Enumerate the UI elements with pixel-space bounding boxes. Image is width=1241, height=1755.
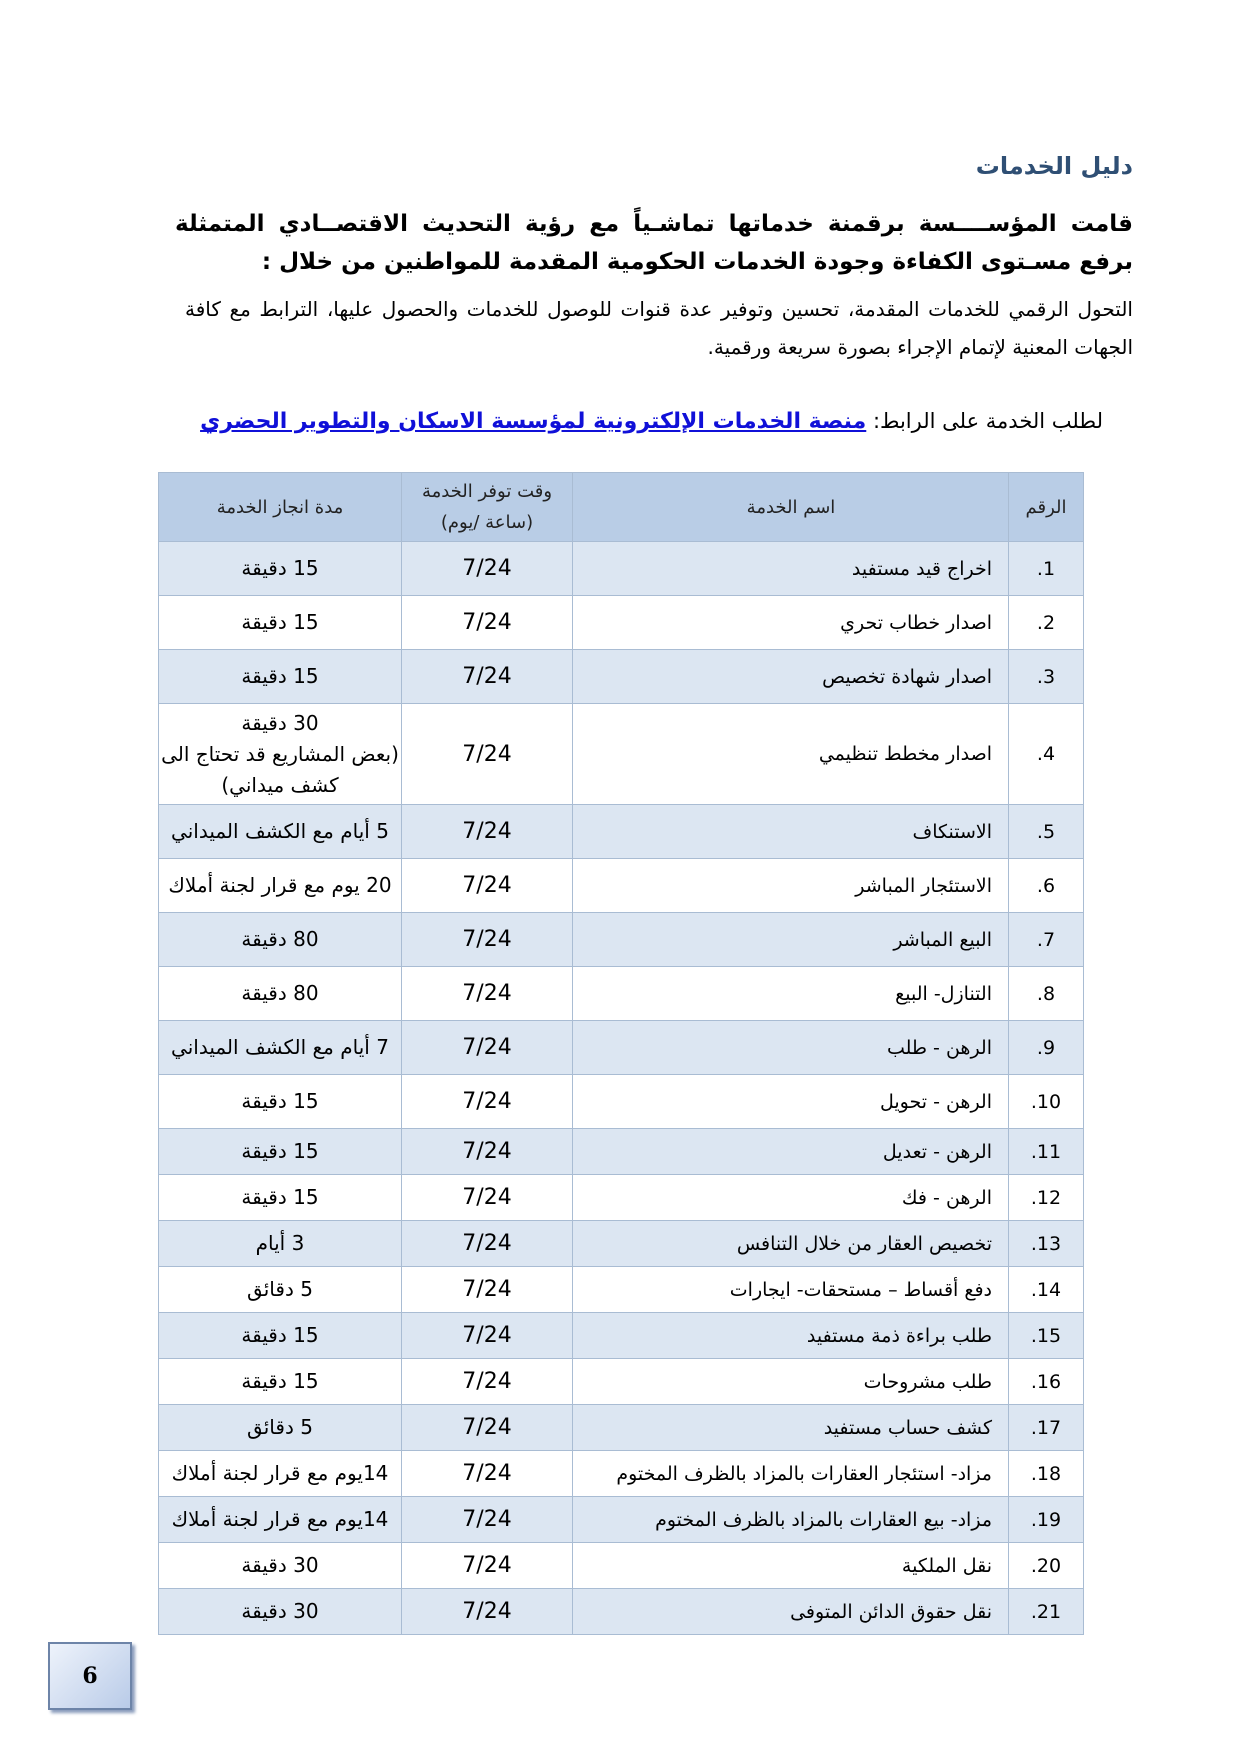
cell-availability-text: 7/24	[462, 819, 512, 844]
table-row	[159, 805, 1084, 859]
cell-availability-text: 7/24	[462, 1139, 512, 1164]
table-row	[159, 1129, 1084, 1175]
services-table	[158, 472, 1084, 1635]
cell-duration-note: كشف ميداني)	[221, 772, 339, 797]
cell-availability-text: 7/24	[462, 1277, 512, 1302]
cell-num	[1009, 967, 1084, 1021]
cell-num-text: 3.	[1036, 665, 1056, 688]
cell-duration-text: 15 دقيقة	[241, 1089, 319, 1113]
cell-duration-note: (بعض المشاريع قد تحتاج الى	[161, 741, 399, 766]
table-row	[159, 967, 1084, 1021]
cell-service-name	[573, 1129, 1009, 1175]
cell-num-text: 15.	[1030, 1324, 1062, 1347]
cell-duration	[159, 1313, 402, 1359]
cell-service-name	[573, 1589, 1009, 1635]
cell-num	[1009, 650, 1084, 704]
cell-duration-text: 15 دقيقة	[241, 1369, 319, 1393]
cell-duration	[159, 1589, 402, 1635]
cell-num-text: 18.	[1030, 1462, 1062, 1485]
cell-availability	[402, 1543, 573, 1589]
cell-availability-text: 7/24	[462, 981, 512, 1006]
cell-service-name	[573, 1405, 1009, 1451]
table-row	[159, 596, 1084, 650]
cell-duration	[159, 1075, 402, 1129]
table-row	[159, 1267, 1084, 1313]
header-availability	[402, 473, 573, 542]
cell-duration-text: 14يوم مع قرار لجنة أملاك	[171, 1507, 389, 1531]
table-row	[159, 1405, 1084, 1451]
cell-availability	[402, 542, 573, 596]
cell-num-text: 11.	[1030, 1140, 1062, 1163]
cell-service-name	[573, 1021, 1009, 1075]
cell-num-text: 1.	[1036, 557, 1056, 580]
cell-service-name-text: اصدار خطاب تحري	[840, 611, 992, 634]
cell-availability-text: 7/24	[462, 1323, 512, 1348]
cell-availability	[402, 1175, 573, 1221]
cell-duration	[159, 913, 402, 967]
cell-service-name-text: الرهن - تعديل	[882, 1140, 992, 1163]
cell-num-text: 16.	[1030, 1370, 1062, 1393]
page-title: دليل الخدمات	[975, 152, 1133, 180]
cell-num	[1009, 542, 1084, 596]
cell-duration	[159, 1175, 402, 1221]
cell-service-name-text: دفع أقساط – مستحقات- ايجارات	[729, 1278, 992, 1301]
table-row	[159, 1175, 1084, 1221]
services-platform-link[interactable]: منصة الخدمات الإلكترونية لمؤسسة الاسكان والتطوير الحضري	[200, 409, 867, 434]
cell-service-name-text: طلب براءة ذمة مستفيد	[806, 1324, 992, 1347]
cell-availability	[402, 1221, 573, 1267]
cell-availability-text: 7/24	[462, 610, 512, 635]
cell-availability	[402, 1267, 573, 1313]
cell-availability	[402, 805, 573, 859]
cell-num	[1009, 1589, 1084, 1635]
cell-service-name	[573, 542, 1009, 596]
cell-num	[1009, 1175, 1084, 1221]
cell-availability-text: 7/24	[462, 1461, 512, 1486]
table-row	[159, 1221, 1084, 1267]
cell-availability	[402, 1313, 573, 1359]
intro-paragraph-bold: قامت المؤســــسة برقمنة خدماتها تماشـياً مع رؤية التحديث الاقتصــادي المتمثلة برفع مسـتوى الكفاءة وجودة الخدمات الحكومية المقدمة للمواطنين من خلال :	[175, 211, 1133, 275]
cell-num	[1009, 1451, 1084, 1497]
cell-service-name	[573, 1267, 1009, 1313]
cell-num	[1009, 859, 1084, 913]
cell-duration	[159, 596, 402, 650]
cell-service-name-text: نقل حقوق الدائن المتوفى	[790, 1600, 992, 1623]
cell-num-text: 19.	[1030, 1508, 1062, 1531]
cell-service-name-text: اخراج قيد مستفيد	[851, 557, 992, 580]
cell-availability	[402, 1129, 573, 1175]
cell-availability	[402, 913, 573, 967]
cell-duration-text: 5 أيام مع الكشف الميداني	[171, 819, 389, 843]
cell-num	[1009, 1129, 1084, 1175]
cell-duration-text: 15 دقيقة	[241, 1185, 319, 1209]
cell-duration	[159, 1497, 402, 1543]
cell-num	[1009, 1313, 1084, 1359]
cell-num	[1009, 1405, 1084, 1451]
cell-service-name	[573, 967, 1009, 1021]
cell-service-name-text: كشف حساب مستفيد	[823, 1416, 992, 1439]
cell-availability-text: 7/24	[462, 873, 512, 898]
cell-num-text: 12.	[1030, 1186, 1062, 1209]
cell-availability-text: 7/24	[462, 1035, 512, 1060]
cell-num	[1009, 1359, 1084, 1405]
cell-duration	[159, 1267, 402, 1313]
cell-num-text: 13.	[1030, 1232, 1062, 1255]
cell-num	[1009, 1075, 1084, 1129]
cell-availability	[402, 1359, 573, 1405]
cell-availability-text: 7/24	[462, 1599, 512, 1624]
cell-service-name-text: نقل الملكية	[901, 1554, 992, 1577]
cell-num	[1009, 1543, 1084, 1589]
cell-availability-text: 7/24	[462, 1231, 512, 1256]
cell-service-name	[573, 805, 1009, 859]
table-row	[159, 913, 1084, 967]
page-number: 6	[82, 1663, 98, 1689]
cell-service-name-text: طلب مشروحات	[863, 1370, 992, 1393]
cell-service-name	[573, 1313, 1009, 1359]
intro-paragraph: التحول الرقمي للخدمات المقدمة، تحسين وتوفير عدة قنوات للوصول للخدمات والحصول عليها، الترابط مع كافة الجهات المعنية لإتمام الإجراء بصورة سريعة ورقمية.	[185, 297, 1133, 359]
table-row	[159, 704, 1084, 805]
header-availability-line2: (ساعة /يوم)	[440, 512, 534, 533]
cell-service-name-text: الاستئجار المباشر	[855, 874, 992, 897]
cell-duration-text: 3 أيام	[255, 1231, 305, 1255]
cell-service-name-text: البيع المباشر	[893, 928, 992, 951]
cell-duration	[159, 1021, 402, 1075]
page-number-badge	[48, 1642, 132, 1710]
cell-duration-text: 30 دقيقة	[241, 710, 319, 735]
cell-duration	[159, 1359, 402, 1405]
cell-availability-text: 7/24	[462, 1185, 512, 1210]
cell-duration	[159, 967, 402, 1021]
table-row	[159, 1543, 1084, 1589]
cell-service-name	[573, 1543, 1009, 1589]
cell-service-name-text: الرهن - طلب	[886, 1036, 992, 1059]
service-link-line	[200, 409, 1103, 434]
cell-availability-text: 7/24	[462, 556, 512, 581]
table-row	[159, 1313, 1084, 1359]
cell-duration	[159, 704, 402, 805]
cell-availability	[402, 596, 573, 650]
cell-num	[1009, 596, 1084, 650]
cell-num-text: 14.	[1030, 1278, 1062, 1301]
cell-availability-text: 7/24	[462, 1415, 512, 1440]
header-name: اسم الخدمة	[573, 473, 1009, 542]
cell-service-name-text: الاستنكاف	[912, 820, 992, 843]
cell-num-text: 4.	[1036, 743, 1056, 765]
header-availability-line1: وقت توفر الخدمة	[421, 481, 553, 502]
cell-availability	[402, 967, 573, 1021]
cell-duration-text: 80 دقيقة	[241, 927, 319, 951]
cell-duration-text: 14يوم مع قرار لجنة أملاك	[171, 1461, 389, 1485]
cell-availability	[402, 1589, 573, 1635]
cell-num	[1009, 1267, 1084, 1313]
cell-availability	[402, 1075, 573, 1129]
cell-duration	[159, 1451, 402, 1497]
table-row	[159, 1497, 1084, 1543]
cell-service-name-text: الرهن - فك	[901, 1186, 992, 1209]
cell-num	[1009, 704, 1084, 805]
cell-duration	[159, 859, 402, 913]
cell-service-name	[573, 913, 1009, 967]
table-row	[159, 650, 1084, 704]
table-row	[159, 1359, 1084, 1405]
cell-service-name-text: تخصيص العقار من خلال التنافس	[736, 1232, 992, 1255]
cell-num-text: 2.	[1036, 611, 1056, 634]
cell-num-text: 8.	[1036, 982, 1056, 1005]
table-row	[159, 542, 1084, 596]
cell-service-name	[573, 650, 1009, 704]
cell-duration	[159, 1543, 402, 1589]
cell-duration-text: 5 دقائق	[247, 1415, 313, 1439]
cell-num-text: 7.	[1036, 928, 1056, 951]
cell-duration-text: 30 دقيقة	[241, 1599, 319, 1623]
cell-duration-text: 5 دقائق	[247, 1277, 313, 1301]
cell-availability-text: 7/24	[462, 1369, 512, 1394]
cell-service-name-text: التنازل- البيع	[895, 982, 992, 1005]
cell-num	[1009, 805, 1084, 859]
cell-num	[1009, 1221, 1084, 1267]
cell-duration-text: 15 دقيقة	[241, 556, 319, 580]
header-num: الرقم	[1009, 473, 1084, 542]
cell-num-text: 10.	[1030, 1090, 1062, 1113]
cell-service-name-text: اصدار شهادة تخصيص	[822, 665, 992, 688]
header-duration: مدة انجاز الخدمة	[159, 473, 402, 542]
table-row	[159, 1451, 1084, 1497]
cell-num	[1009, 1021, 1084, 1075]
table-row	[159, 859, 1084, 913]
cell-num	[1009, 1497, 1084, 1543]
cell-service-name	[573, 1175, 1009, 1221]
cell-service-name	[573, 1451, 1009, 1497]
table-row	[159, 1021, 1084, 1075]
cell-availability-text: 7/24	[462, 927, 512, 952]
table-row	[159, 1589, 1084, 1635]
cell-service-name-text: مزاد- استئجار العقارات بالمزاد بالظرف المختوم	[616, 1462, 992, 1485]
cell-availability	[402, 859, 573, 913]
cell-availability-text: 7/24	[462, 741, 512, 767]
table-header-row	[159, 473, 1084, 542]
cell-duration-text: 15 دقيقة	[241, 664, 319, 688]
cell-availability-text: 7/24	[462, 1089, 512, 1114]
table-row	[159, 1075, 1084, 1129]
cell-duration	[159, 805, 402, 859]
cell-service-name	[573, 596, 1009, 650]
cell-service-name	[573, 1497, 1009, 1543]
cell-service-name	[573, 1075, 1009, 1129]
cell-service-name	[573, 1359, 1009, 1405]
cell-num-text: 6.	[1036, 874, 1056, 897]
cell-num	[1009, 913, 1084, 967]
cell-availability-text: 7/24	[462, 1507, 512, 1532]
cell-service-name-text: اصدار مخطط تنظيمي	[818, 743, 992, 765]
cell-service-name	[573, 1221, 1009, 1267]
cell-availability	[402, 650, 573, 704]
cell-num-text: 9.	[1036, 1036, 1056, 1059]
cell-duration-text: 15 دقيقة	[241, 1139, 319, 1163]
cell-num-text: 17.	[1030, 1416, 1062, 1439]
cell-duration	[159, 1129, 402, 1175]
cell-availability-text: 7/24	[462, 1553, 512, 1578]
cell-duration-text: 15 دقيقة	[241, 1323, 319, 1347]
cell-service-name-text: الرهن - تحويل	[879, 1090, 992, 1113]
cell-availability	[402, 1451, 573, 1497]
cell-availability	[402, 1021, 573, 1075]
cell-availability	[402, 1405, 573, 1451]
cell-availability	[402, 704, 573, 805]
cell-service-name	[573, 859, 1009, 913]
cell-duration	[159, 1221, 402, 1267]
cell-num-text: 21.	[1030, 1600, 1062, 1623]
cell-service-name	[573, 704, 1009, 805]
cell-service-name-text: مزاد- بيع العقارات بالمزاد بالظرف المختوم	[655, 1508, 992, 1531]
cell-availability-text: 7/24	[462, 664, 512, 689]
cell-duration	[159, 1405, 402, 1451]
cell-duration-text: 7 أيام مع الكشف الميداني	[171, 1035, 389, 1059]
cell-availability	[402, 1497, 573, 1543]
cell-num-text: 20.	[1030, 1554, 1062, 1577]
cell-duration-text: 30 دقيقة	[241, 1553, 319, 1577]
cell-duration	[159, 650, 402, 704]
link-prefix: لطلب الخدمة على الرابط:	[872, 409, 1103, 433]
cell-num-text: 5.	[1036, 820, 1056, 843]
cell-duration	[159, 542, 402, 596]
cell-duration-text: 15 دقيقة	[241, 610, 319, 634]
cell-duration-text: 20 يوم مع قرار لجنة أملاك	[168, 873, 392, 897]
cell-duration-text: 80 دقيقة	[241, 981, 319, 1005]
